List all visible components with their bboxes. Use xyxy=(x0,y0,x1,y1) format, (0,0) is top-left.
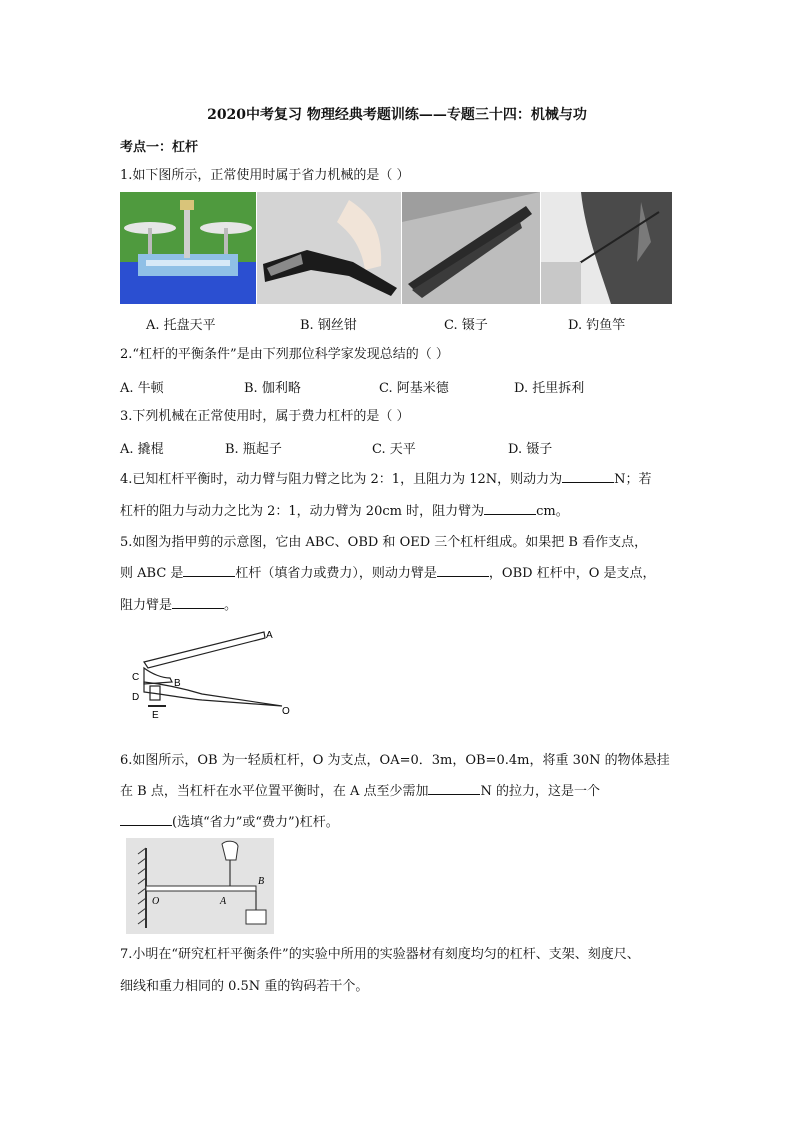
q1-option-b: B. 钢丝钳 xyxy=(300,318,357,333)
q6-text-2b: N 的拉力，这是一个 xyxy=(480,784,600,799)
q4-text-1b: N；若 xyxy=(614,472,652,487)
balance-photo xyxy=(120,192,256,304)
tweezers-photo xyxy=(402,192,540,304)
q5-blank-2[interactable] xyxy=(437,564,489,577)
q7-line-1: 7.小明在“研究杠杆平衡条件”的实验中所用的实验器材有刻度均匀的杠杆、支架、刻度尺、 xyxy=(120,947,640,962)
label-a: A xyxy=(220,896,227,907)
q4-text-2b: cm。 xyxy=(536,504,569,519)
q5-text-2a: 则 ABC 是 xyxy=(120,566,184,581)
q6-line-1: 6.如图所示，OB 为一轻质杠杆，O 为支点，OA=0．3m，OB=0.4m，将重 30N 的物体悬挂 xyxy=(120,753,670,768)
q5-line-2 xyxy=(120,564,655,584)
label-d: D xyxy=(132,692,140,703)
label-c: C xyxy=(132,672,140,683)
q2-stem: 2.“杠杆的平衡条件”是由下列那位科学家发现总结的（ ） xyxy=(120,347,449,362)
q5-blank-3[interactable] xyxy=(172,596,224,609)
label-b: B xyxy=(174,678,181,689)
nail-clipper-diagram xyxy=(122,622,298,722)
q4-line-2 xyxy=(120,502,569,522)
q6-line-3 xyxy=(120,813,339,833)
q1-stem: 1.如下图所示，正常使用时属于省力机械的是（ ） xyxy=(120,168,410,183)
q5-text-3b: 。 xyxy=(224,598,238,613)
q3-option-d: D. 镊子 xyxy=(508,442,553,457)
q2-option-d: D. 托里拆利 xyxy=(514,381,585,396)
q3-option-b: B. 瓶起子 xyxy=(225,442,282,457)
q6-blank-1[interactable] xyxy=(428,782,480,795)
q5-text-3a: 阻力臂是 xyxy=(120,598,173,613)
q5-line-3 xyxy=(120,596,237,616)
q2-option-a: A. 牛顿 xyxy=(120,381,164,396)
q1-option-c: C. 镊子 xyxy=(444,318,488,333)
q4-text-1a: 4.已知杠杆平衡时，动力臂与阻力臂之比为 2：1，且阻力为 12N，则动力为 xyxy=(120,472,563,487)
section-heading: 考点一：杠杆 xyxy=(120,140,199,155)
q6-blank-2[interactable] xyxy=(120,813,172,826)
q1-photo-strip xyxy=(120,192,672,304)
q4-text-2a: 杠杆的阻力与动力之比为 2：1，动力臂为 20cm 时，阻力臂为 xyxy=(120,504,485,519)
q3-stem: 3.下列机械在正常使用时，属于费力杠杆的是（ ） xyxy=(120,409,410,424)
q5-text-2b: 杠杆（填省力或费力），则动力臂是 xyxy=(235,566,437,581)
q1-option-d: D. 钓鱼竿 xyxy=(568,318,626,333)
q1-option-a: A. 托盘天平 xyxy=(146,318,216,333)
q6-text-3b: (选填“省力”或“费力”)杠杆。 xyxy=(172,815,339,830)
label-o: O xyxy=(282,706,290,717)
pliers-photo xyxy=(257,192,401,304)
fishing-photo xyxy=(541,192,672,304)
lever-diagram xyxy=(126,838,274,934)
q4-blank-2[interactable] xyxy=(484,502,536,515)
q4-blank-1[interactable] xyxy=(562,470,614,483)
q2-option-c: C. 阿基米德 xyxy=(379,381,449,396)
q5-blank-1[interactable] xyxy=(183,564,235,577)
q7-line-2: 细线和重力相同的 0.5N 重的钩码若干个。 xyxy=(120,979,369,994)
label-a: A xyxy=(266,630,273,641)
label-b: B xyxy=(258,876,265,887)
q3-option-a: A. 撬棍 xyxy=(120,442,164,457)
page-title: 2020中考复习 物理经典考题训练——专题三十四：机械与功 xyxy=(207,107,587,123)
label-e: E xyxy=(152,710,159,721)
q5-line-1: 5.如图为指甲剪的示意图，它由 ABC、OBD 和 OED 三个杠杆组成。如果把 B 看作支点， xyxy=(120,535,648,550)
q3-option-c: C. 天平 xyxy=(372,442,416,457)
label-o: O xyxy=(152,896,160,907)
q2-option-b: B. 伽利略 xyxy=(244,381,301,396)
q6-line-2 xyxy=(120,782,600,802)
q5-text-2c: ，OBD 杠杆中，O 是支点， xyxy=(488,566,656,581)
q4-line-1 xyxy=(120,470,652,490)
q6-text-2a: 在 B 点，当杠杆在水平位置平衡时，在 A 点至少需加 xyxy=(120,784,429,799)
